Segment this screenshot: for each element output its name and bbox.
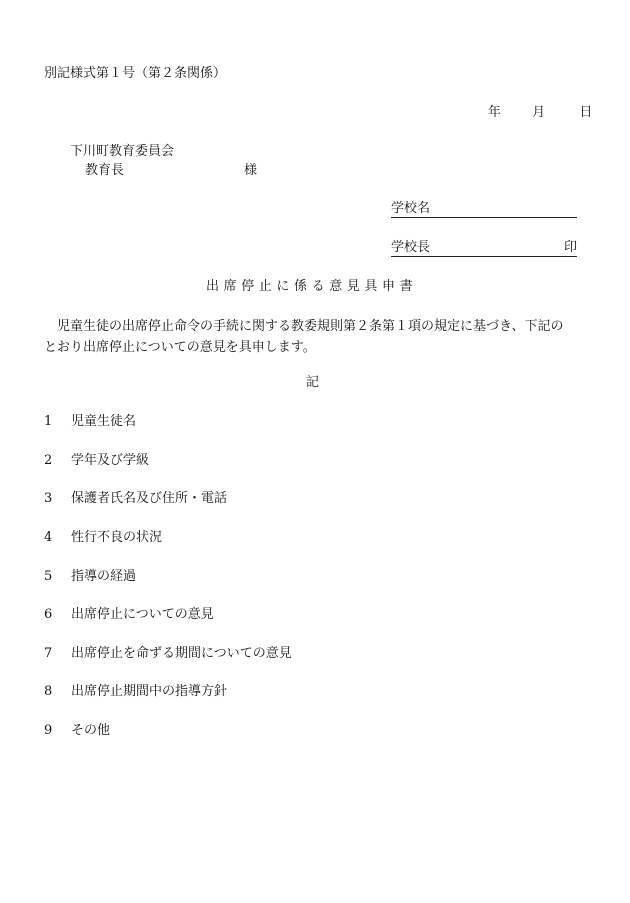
- addressee-title: 教育長: [85, 163, 125, 178]
- list-item: [44, 685, 227, 698]
- item-number: 2: [44, 453, 53, 468]
- list-item: [44, 647, 292, 660]
- item-label: 指導の経過: [71, 569, 137, 584]
- list-item: [44, 531, 162, 544]
- item-number: 8: [44, 684, 53, 699]
- list-item: [44, 415, 136, 428]
- item-label: 児童生徒名: [71, 414, 137, 429]
- addressee-organization: 下川町教育委員会: [70, 144, 175, 159]
- addressee-honorific: 様: [244, 163, 258, 178]
- list-item: [44, 454, 149, 467]
- document-title: 出席停止に係る意見具申書: [206, 279, 418, 294]
- list-item: [44, 570, 136, 583]
- principal-label: 学校長: [391, 240, 431, 255]
- item-number: 4: [44, 530, 53, 545]
- date-day-label: 日: [579, 105, 593, 120]
- date-month-label: 月: [532, 105, 546, 120]
- ki-heading: 記: [306, 375, 320, 390]
- date-line: [488, 106, 592, 119]
- list-item: [44, 608, 214, 621]
- item-number: 9: [44, 723, 53, 738]
- item-label: 保護者氏名及び住所・電話: [71, 491, 228, 506]
- list-item: [44, 492, 227, 505]
- principal-field: [391, 241, 577, 257]
- item-number: 5: [44, 569, 53, 584]
- item-label: 学年及び学級: [71, 453, 150, 468]
- item-number: 7: [44, 646, 53, 661]
- form-number: 別記様式第１号（第２条関係）: [44, 66, 227, 81]
- item-number: 3: [44, 491, 53, 506]
- body-text-line-2: とおり出席停止についての意見を具申します。: [44, 340, 316, 355]
- item-label: 出席停止期間中の指導方針: [71, 684, 228, 699]
- item-label: 出席停止を命ずる期間についての意見: [71, 646, 292, 661]
- school-name-field: [391, 202, 577, 218]
- item-label: 性行不良の状況: [71, 530, 163, 545]
- item-label: その他: [71, 723, 111, 738]
- list-item: [44, 724, 110, 737]
- item-label: 出席停止についての意見: [71, 607, 214, 622]
- school-name-label: 学校名: [391, 201, 431, 216]
- body-text-line-1: 児童生徒の出席停止命令の手続に関する教委規則第２条第１項の規定に基づき、下記の: [44, 319, 564, 334]
- seal-mark: 印: [563, 240, 577, 255]
- date-year-label: 年: [488, 105, 502, 120]
- item-number: 1: [44, 414, 53, 429]
- item-number: 6: [44, 607, 53, 622]
